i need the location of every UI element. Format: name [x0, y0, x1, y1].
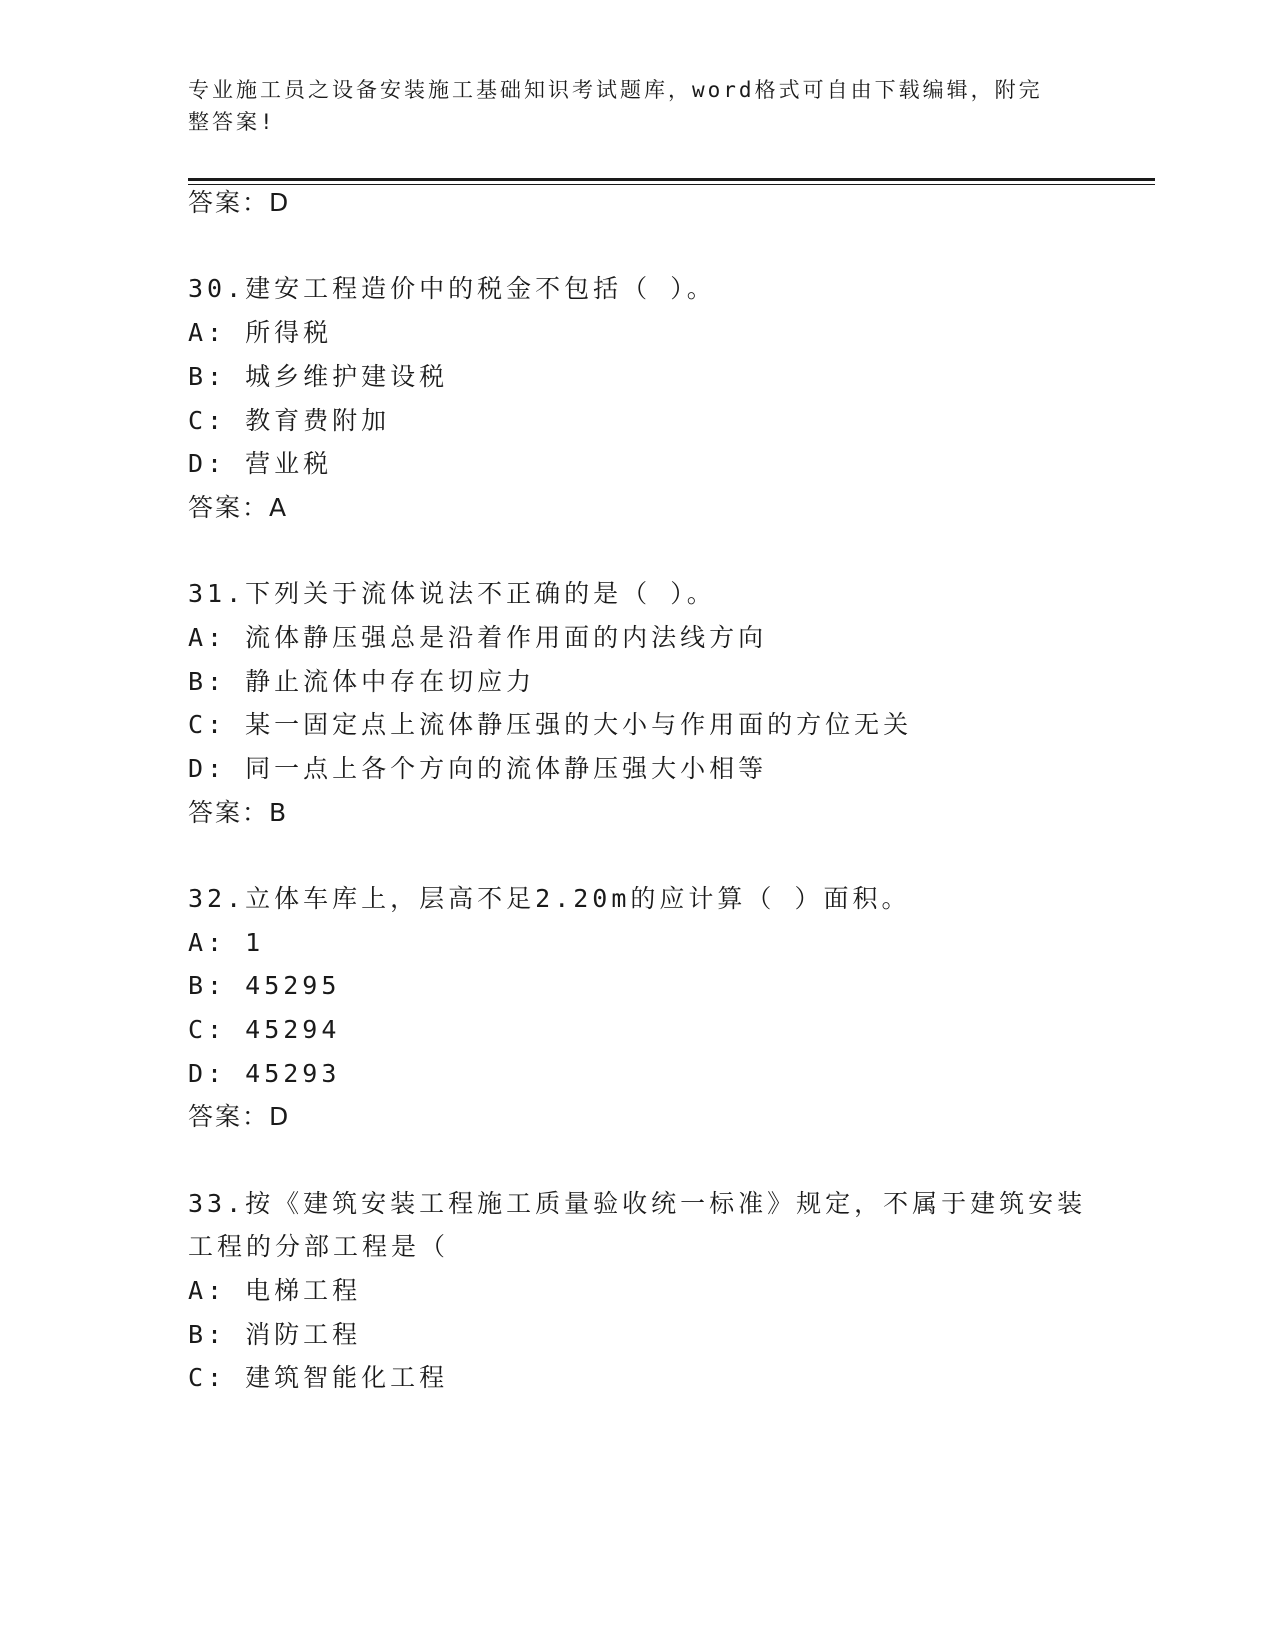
- question-32-answer: 答案：D: [188, 1102, 291, 1131]
- question-31-option-b: B: 静止流体中存在切应力: [188, 667, 536, 696]
- question-33-option-a: A: 电梯工程: [188, 1276, 362, 1305]
- question-31-stem: 31.下列关于流体说法不正确的是（ ）。: [188, 579, 716, 608]
- question-33-option-b: B: 消防工程: [188, 1320, 362, 1349]
- document-header: [188, 74, 1068, 138]
- question-32-option-c: C: 45294: [188, 1015, 341, 1044]
- question-32-stem: 32.立体车库上，层高不足2.20m的应计算（ ）面积。: [188, 884, 911, 913]
- question-30-option-d: D: 营业税: [188, 449, 333, 478]
- question-31-option-d: D: 同一点上各个方向的流体静压强大小相等: [188, 754, 768, 783]
- question-33-option-c: C: 建筑智能化工程: [188, 1363, 449, 1392]
- header-text-line-2: 整答案!: [188, 110, 276, 134]
- question-33-stem-line-2: 工程的分部工程是（: [188, 1232, 450, 1261]
- question-32-option-b: B: 45295: [188, 971, 341, 1000]
- question-30-option-c: C: 教育费附加: [188, 406, 391, 435]
- question-31-option-a: A: 流体静压强总是沿着作用面的内法线方向: [188, 623, 768, 652]
- question-31-option-c: C: 某一固定点上流体静压强的大小与作用面的方位无关: [188, 710, 913, 739]
- question-30-option-b: B: 城乡维护建设税: [188, 362, 449, 391]
- header-divider-thin: [188, 184, 1155, 185]
- question-31-answer: 答案：B: [188, 798, 289, 827]
- question-33-stem-line-1: 33.按《建筑安装工程施工质量验收统一标准》规定，不属于建筑安装: [188, 1189, 1087, 1218]
- question-30-answer: 答案：A: [188, 493, 289, 522]
- question-30-option-a: A: 所得税: [188, 318, 333, 347]
- question-32-option-d: D: 45293: [188, 1059, 341, 1088]
- previous-answer: 答案：D: [188, 188, 291, 217]
- header-text-line-1: 专业施工员之设备安装施工基础知识考试题库，word格式可自由下载编辑，附完: [188, 78, 1043, 102]
- question-30-stem: 30.建安工程造价中的税金不包括（ ）。: [188, 274, 716, 303]
- header-divider-thick: [188, 178, 1155, 181]
- question-32-option-a: A: 1: [188, 928, 265, 957]
